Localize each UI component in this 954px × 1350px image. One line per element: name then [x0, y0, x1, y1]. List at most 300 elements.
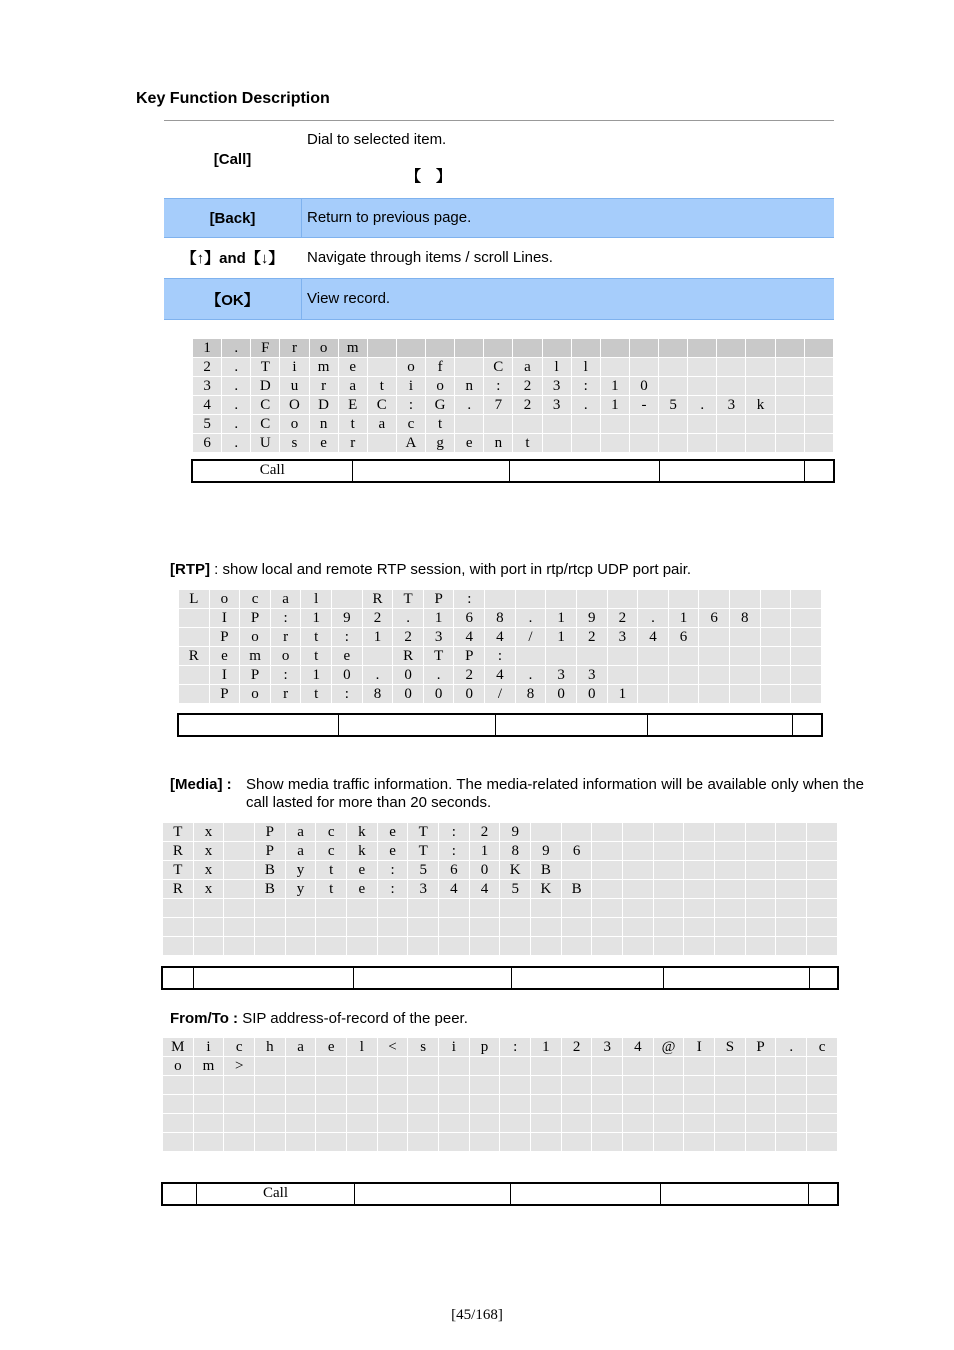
rtp-session-screen [178, 589, 822, 704]
lcd-cell [623, 842, 654, 861]
lcd-cell: P [209, 685, 240, 704]
screen-line [193, 377, 834, 396]
lcd-cell [717, 377, 746, 396]
lcd-cell: M [163, 1038, 194, 1057]
lcd-cell: e [347, 861, 378, 880]
lcd-cell [745, 1057, 776, 1076]
screen-line [179, 685, 822, 704]
fromto-description [170, 1010, 468, 1027]
lcd-cell [347, 1057, 378, 1076]
lcd-cell [224, 918, 255, 937]
lcd-cell: n [484, 434, 513, 453]
lcd-cell [316, 1133, 347, 1152]
lcd-cell [668, 685, 699, 704]
lcd-cell [715, 1057, 746, 1076]
lcd-cell [531, 1114, 562, 1133]
lcd-cell [224, 842, 255, 861]
lcd-cell [807, 1076, 838, 1095]
lcd-cell: 1 [600, 396, 629, 415]
lcd-cell: 1 [546, 628, 577, 647]
lcd-cell: c [224, 1038, 255, 1057]
lcd-cell [775, 377, 804, 396]
lcd-cell: 1 [362, 628, 393, 647]
lcd-cell [688, 434, 717, 453]
key-desc: View record. [307, 290, 391, 307]
lcd-cell [255, 937, 286, 956]
lcd-cell [224, 937, 255, 956]
lcd-cell [623, 823, 654, 842]
lcd-cell [485, 590, 516, 609]
lcd-cell [367, 339, 396, 358]
lcd-cell: s [280, 434, 309, 453]
lcd-cell [775, 396, 804, 415]
lcd-cell [224, 880, 255, 899]
lcd-cell: 3 [717, 396, 746, 415]
lcd-cell [285, 1114, 316, 1133]
lcd-cell: e [377, 823, 408, 842]
lcd-cell [316, 1114, 347, 1133]
lcd-cell [542, 415, 571, 434]
lcd-cell [776, 1114, 807, 1133]
lcd-cell [377, 1133, 408, 1152]
lcd-cell [439, 1057, 470, 1076]
lcd-cell [362, 647, 393, 666]
lcd-cell [629, 339, 658, 358]
key-row-call [164, 121, 834, 198]
lcd-cell [531, 1133, 562, 1152]
lcd-cell: D [309, 396, 338, 415]
lcd-cell [285, 899, 316, 918]
lcd-cell [316, 1095, 347, 1114]
lcd-cell [408, 899, 439, 918]
lcd-cell: 4 [439, 880, 470, 899]
lcd-cell [439, 1095, 470, 1114]
lcd-cell [500, 1095, 531, 1114]
lcd-cell [408, 937, 439, 956]
lcd-cell [776, 880, 807, 899]
lcd-cell: T [408, 842, 439, 861]
lcd-cell [745, 918, 776, 937]
lcd-cell: : [270, 609, 301, 628]
media-text: Show media traffic information. The media-related information will be available only when the call lasted for more than 20 seconds. [246, 776, 864, 811]
lcd-cell [531, 1076, 562, 1095]
lcd-cell [484, 415, 513, 434]
lcd-cell: 0 [423, 685, 454, 704]
lcd-cell [607, 590, 638, 609]
lcd-cell: I [684, 1038, 715, 1057]
lcd-cell: 6 [193, 434, 222, 453]
lcd-cell: t [338, 415, 367, 434]
lcd-cell [653, 880, 684, 899]
lcd-cell: l [301, 590, 332, 609]
lcd-cell [163, 1076, 194, 1095]
lcd-cell: 5 [500, 880, 531, 899]
lcd-cell [623, 1057, 654, 1076]
lcd-cell [807, 1057, 838, 1076]
lcd-cell: C [251, 415, 280, 434]
lcd-cell: . [393, 609, 424, 628]
lcd-cell: 1 [469, 842, 500, 861]
lcd-cell: E [338, 396, 367, 415]
media-traffic-screen [162, 822, 838, 956]
lcd-cell: 2 [607, 609, 638, 628]
lcd-cell: 3 [542, 377, 571, 396]
lcd-cell [684, 880, 715, 899]
lcd-cell [776, 918, 807, 937]
lcd-cell [285, 1095, 316, 1114]
lcd-cell: 4 [623, 1038, 654, 1057]
lcd-cell: B [255, 880, 286, 899]
lcd-cell: a [270, 590, 301, 609]
lcd-cell [668, 666, 699, 685]
lcd-cell [804, 415, 833, 434]
lcd-cell [285, 1057, 316, 1076]
lcd-cell [179, 609, 210, 628]
lcd-cell [469, 918, 500, 937]
lcd-cell: r [270, 685, 301, 704]
lcd-cell: R [179, 647, 210, 666]
lcd-cell [347, 899, 378, 918]
lcd-cell [500, 1057, 531, 1076]
lcd-cell: 9 [531, 842, 562, 861]
lcd-cell: 4 [638, 628, 669, 647]
lcd-cell: i [396, 377, 425, 396]
lcd-cell: T [423, 647, 454, 666]
lcd-cell: f [426, 358, 455, 377]
lcd-cell [193, 1095, 224, 1114]
lcd-cell [684, 1114, 715, 1133]
lcd-cell [746, 415, 775, 434]
lcd-cell [347, 1095, 378, 1114]
sip-address-screen [162, 1037, 838, 1152]
screen-line [163, 937, 838, 956]
lcd-cell [592, 1095, 623, 1114]
lcd-cell [377, 1114, 408, 1133]
lcd-cell: 0 [469, 861, 500, 880]
softkey[interactable] [354, 968, 512, 988]
softkey[interactable] [510, 461, 660, 481]
lcd-cell [592, 1076, 623, 1095]
softkey[interactable] [512, 968, 664, 988]
lcd-cell: . [688, 396, 717, 415]
lcd-cell [224, 1095, 255, 1114]
lcd-cell: 1 [301, 666, 332, 685]
softkey[interactable] [194, 968, 354, 988]
lcd-cell [224, 1114, 255, 1133]
lcd-cell: 1 [423, 609, 454, 628]
lcd-cell: t [367, 377, 396, 396]
lcd-cell: o [240, 685, 271, 704]
lcd-cell [653, 1114, 684, 1133]
lcd-cell: p [469, 1038, 500, 1057]
lcd-cell: T [393, 590, 424, 609]
softkey[interactable] [355, 1184, 511, 1204]
lcd-cell [807, 861, 838, 880]
lcd-cell: o [240, 628, 271, 647]
lcd-cell: R [362, 590, 393, 609]
softkey-bar [177, 713, 823, 737]
lcd-cell: K [500, 861, 531, 880]
key-row-back [164, 198, 834, 238]
lcd-cell [439, 918, 470, 937]
lcd-cell [684, 823, 715, 842]
lcd-cell [746, 434, 775, 453]
lcd-cell: L [179, 590, 210, 609]
lcd-cell: i [193, 1038, 224, 1057]
softkey[interactable] [163, 968, 194, 988]
lcd-cell: y [285, 880, 316, 899]
lcd-cell [592, 918, 623, 937]
lcd-cell [469, 1133, 500, 1152]
lcd-cell: O [280, 396, 309, 415]
lcd-cell: 1 [600, 377, 629, 396]
lcd-cell: 1 [193, 339, 222, 358]
lcd-cell [684, 899, 715, 918]
lcd-cell: . [222, 339, 251, 358]
lcd-cell: T [408, 823, 439, 842]
lcd-cell [179, 666, 210, 685]
lcd-cell [255, 1057, 286, 1076]
lcd-cell: : [484, 377, 513, 396]
lcd-cell: < [377, 1038, 408, 1057]
lcd-cell [791, 685, 822, 704]
lcd-cell [224, 1076, 255, 1095]
lcd-cell [659, 339, 688, 358]
fromto-text: SIP address-of-record of the peer. [238, 1010, 468, 1027]
lcd-cell: : [332, 628, 363, 647]
lcd-cell: x [193, 861, 224, 880]
lcd-cell: P [255, 823, 286, 842]
lcd-cell [316, 918, 347, 937]
lcd-cell [776, 1095, 807, 1114]
screen-line [163, 823, 838, 842]
screen-line [193, 415, 834, 434]
lcd-cell [684, 1076, 715, 1095]
lcd-cell: B [561, 880, 592, 899]
lcd-cell: . [222, 358, 251, 377]
softkey[interactable] [511, 1184, 661, 1204]
page-number: [45/168] [451, 1307, 503, 1323]
softkey[interactable] [179, 715, 339, 735]
screen-line [193, 339, 834, 358]
lcd-cell: x [193, 842, 224, 861]
lcd-cell [592, 823, 623, 842]
lcd-cell [500, 937, 531, 956]
lcd-cell [316, 937, 347, 956]
lcd-cell [776, 1133, 807, 1152]
lcd-cell [807, 1114, 838, 1133]
lcd-cell: . [362, 666, 393, 685]
lcd-cell [776, 1076, 807, 1095]
lcd-cell: 2 [362, 609, 393, 628]
lcd-cell: e [332, 647, 363, 666]
lcd-cell [791, 628, 822, 647]
softkey[interactable] [809, 1184, 837, 1204]
lcd-cell [745, 1076, 776, 1095]
lcd-cell [607, 666, 638, 685]
lcd-cell [807, 880, 838, 899]
lcd-cell [638, 666, 669, 685]
lcd-cell [531, 937, 562, 956]
screen-line [193, 358, 834, 377]
lcd-cell [592, 842, 623, 861]
lcd-cell: 3 [546, 666, 577, 685]
lcd-cell [684, 842, 715, 861]
lcd-cell: 1 [546, 609, 577, 628]
lcd-cell [408, 1133, 439, 1152]
lcd-cell: T [163, 861, 194, 880]
lcd-cell [659, 415, 688, 434]
softkey[interactable] [664, 968, 810, 988]
lcd-cell: m [193, 1057, 224, 1076]
lcd-cell [377, 1095, 408, 1114]
key-desc: Navigate through items / scroll Lines. [307, 249, 553, 266]
lcd-cell: u [280, 377, 309, 396]
softkey[interactable] [661, 1184, 809, 1204]
lcd-cell [224, 899, 255, 918]
lcd-cell: r [270, 628, 301, 647]
lcd-cell: a [285, 823, 316, 842]
screen-line [179, 628, 822, 647]
lcd-cell: 0 [393, 685, 424, 704]
lcd-cell [804, 339, 833, 358]
lcd-cell [193, 1076, 224, 1095]
lcd-cell: 8 [515, 685, 546, 704]
lcd-cell: 3 [542, 396, 571, 415]
softkey[interactable] [660, 461, 806, 481]
softkey[interactable]: Call [193, 461, 353, 481]
screen-line [163, 1095, 838, 1114]
softkey[interactable] [353, 461, 511, 481]
lcd-cell [455, 415, 484, 434]
lcd-cell [408, 1076, 439, 1095]
lcd-cell [653, 937, 684, 956]
lcd-cell: > [224, 1057, 255, 1076]
lcd-cell: e [455, 434, 484, 453]
lcd-cell: 6 [439, 861, 470, 880]
lcd-cell: : [270, 666, 301, 685]
lcd-cell: 4 [485, 666, 516, 685]
lcd-cell: . [222, 396, 251, 415]
key-desc: Return to previous page. [307, 209, 472, 226]
lcd-cell: : [377, 880, 408, 899]
lcd-cell [576, 647, 607, 666]
lcd-cell [760, 590, 791, 609]
lcd-cell: c [807, 1038, 838, 1057]
lcd-cell [546, 590, 577, 609]
lcd-cell [193, 899, 224, 918]
lcd-cell [729, 628, 760, 647]
lcd-cell [531, 823, 562, 842]
lcd-cell [600, 358, 629, 377]
lcd-cell [439, 937, 470, 956]
lcd-cell [699, 666, 730, 685]
lcd-cell [668, 647, 699, 666]
lcd-cell: a [367, 415, 396, 434]
lcd-cell: P [745, 1038, 776, 1057]
lcd-cell [807, 899, 838, 918]
softkey[interactable] [339, 715, 497, 735]
lcd-cell: 1 [607, 685, 638, 704]
softkey[interactable] [648, 715, 794, 735]
lcd-cell: 8 [362, 685, 393, 704]
lcd-cell [439, 1076, 470, 1095]
lcd-cell: : [454, 590, 485, 609]
lcd-cell [775, 434, 804, 453]
lcd-cell: 5 [193, 415, 222, 434]
lcd-cell: 9 [500, 823, 531, 842]
lcd-cell [542, 434, 571, 453]
lcd-cell [776, 823, 807, 842]
lcd-cell [715, 880, 746, 899]
lcd-cell [729, 666, 760, 685]
lcd-cell [600, 434, 629, 453]
lcd-cell [807, 1133, 838, 1152]
lcd-cell [688, 415, 717, 434]
lcd-cell [469, 899, 500, 918]
key-label: 【OK】 [164, 279, 302, 319]
lcd-cell: m [309, 358, 338, 377]
lcd-cell [193, 937, 224, 956]
softkey[interactable] [163, 1184, 197, 1204]
lcd-cell [469, 937, 500, 956]
lcd-cell [653, 823, 684, 842]
lcd-cell: 2 [561, 1038, 592, 1057]
lcd-cell [571, 434, 600, 453]
lcd-cell [684, 1095, 715, 1114]
lcd-cell: 0 [576, 685, 607, 704]
lcd-cell [717, 434, 746, 453]
fromto-label: From/To : [170, 1010, 239, 1027]
lcd-cell: o [426, 377, 455, 396]
lcd-cell [531, 899, 562, 918]
screen-line [163, 1038, 838, 1057]
lcd-cell [776, 899, 807, 918]
lcd-cell: . [423, 666, 454, 685]
softkey[interactable] [805, 461, 833, 481]
softkey[interactable] [496, 715, 648, 735]
lcd-cell [285, 918, 316, 937]
lcd-cell [623, 880, 654, 899]
lcd-cell [163, 1095, 194, 1114]
lcd-cell [623, 1114, 654, 1133]
lcd-cell [224, 1133, 255, 1152]
lcd-cell: i [439, 1038, 470, 1057]
lcd-cell: x [193, 823, 224, 842]
lcd-cell [746, 358, 775, 377]
lcd-cell: 3 [576, 666, 607, 685]
lcd-cell: 6 [561, 842, 592, 861]
lcd-cell [193, 918, 224, 937]
lcd-cell: a [338, 377, 367, 396]
lcd-cell [163, 918, 194, 937]
softkey[interactable] [810, 968, 837, 988]
lcd-cell [776, 861, 807, 880]
lcd-cell [561, 1114, 592, 1133]
lcd-cell [715, 937, 746, 956]
softkey[interactable]: Call [197, 1184, 355, 1204]
screen-line [163, 918, 838, 937]
lcd-cell: n [309, 415, 338, 434]
lcd-cell: . [222, 434, 251, 453]
lcd-cell: e [309, 434, 338, 453]
screen-line [193, 396, 834, 415]
lcd-cell [629, 415, 658, 434]
lcd-cell [659, 358, 688, 377]
softkey[interactable] [793, 715, 821, 735]
lcd-cell: S [715, 1038, 746, 1057]
lcd-cell [684, 1057, 715, 1076]
